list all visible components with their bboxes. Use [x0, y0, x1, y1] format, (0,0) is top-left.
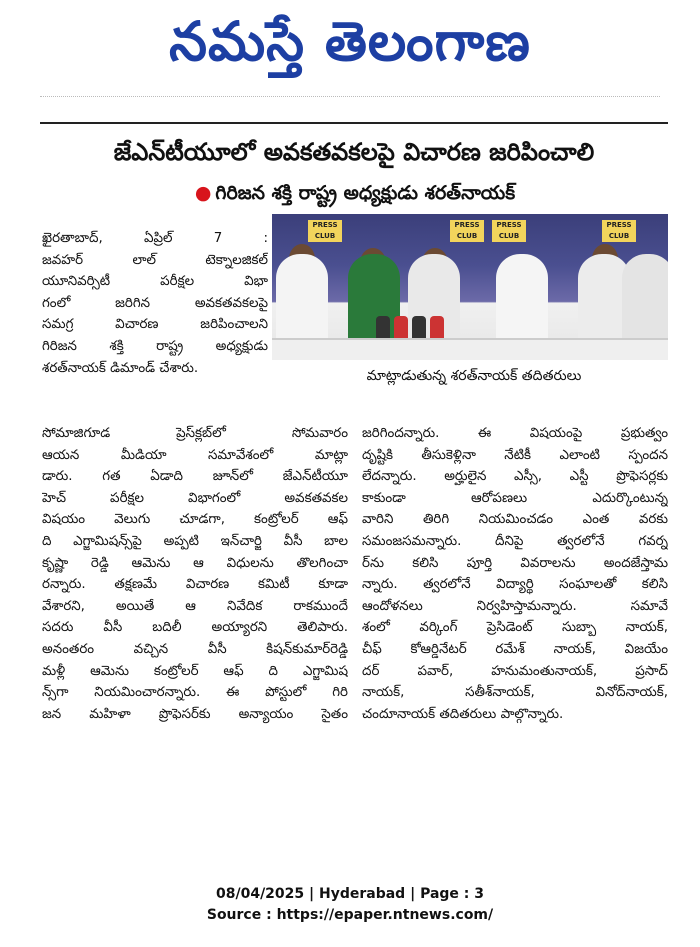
article-line: ర్‌ను కలిసి పూర్తి వివరాలను అందజేస్తామ: [362, 555, 668, 571]
banner-text: PRESS CLUB: [606, 221, 632, 240]
article-line: న్నారు. త్వరలోనే విద్యార్థి సంఘాలతో కలిసి: [362, 577, 668, 593]
article-line: శరత్‌నాయక్ డిమాండ్ చేశారు.: [42, 360, 199, 376]
person: [496, 254, 548, 350]
press-meet-photo: [272, 214, 668, 360]
article-line: ఆందోళనలు నిర్వహిస్తామన్నారు. సమావే: [362, 598, 668, 614]
article-line: డారు. గత ఏడాది జూన్‌లో జేఎన్‌టీయూ: [42, 469, 348, 485]
article-intro: [42, 228, 268, 379]
footer-source: Source : https://epaper.ntnews.com/: [206, 907, 494, 923]
article-line: ఆయన మీడియా సమావేశంలో మాట్లా: [42, 447, 348, 463]
article-line: గిరిజన శక్తి రాష్ట్ర అధ్యక్షుడు: [42, 338, 268, 354]
article-line: దృష్టికి తీసుకెళ్లినా నేటికీ ఎలాంటి స్పందన: [362, 447, 668, 463]
press-club-banner: [308, 220, 342, 242]
article-line: యూనివర్సిటీ పరీక్షల విభా: [42, 274, 268, 290]
article-line: వేశారని, అయితే ఆ నివేదిక రాకముందే: [42, 598, 348, 614]
article-line: నాయక్, సతీశ్‌నాయక్, వినోద్‌నాయక్,: [362, 685, 668, 701]
article-line: సమంజసమన్నారు. దీనిపై త్వరలోనే గవర్న: [362, 533, 668, 549]
article-line: జరిగిందన్నారు. ఈ విషయంపై ప్రభుత్వం: [362, 426, 668, 441]
article-line: న్స్‌గా నియమించారన్నారు. ఈ పోస్టులో గిరి: [42, 685, 348, 701]
press-table: [272, 338, 668, 360]
article-line: హెచ్ పరీక్షల విభాగంలో అవకతవకల: [42, 490, 348, 506]
press-club-banner: [492, 220, 526, 242]
article-line: విషయం వెలుగు చూడగా, కంట్రోలర్ ఆఫ్: [42, 512, 348, 528]
article-column-left: [42, 423, 348, 725]
subheadline-text: గిరిజన శక్తి రాష్ట్ర అధ్యక్షుడు శరత్‌నాయక్: [215, 182, 516, 204]
article-line: సోమాజిగూడ ప్రెస్‌క్లబ్‌లో సోమవారం: [42, 426, 348, 441]
masthead-divider: [40, 96, 660, 102]
article-line: రన్నారు. తక్షణమే విచారణ కమిటీ కూడా: [42, 577, 348, 593]
article-line: జన మహిళా ప్రొఫెసర్‌కు అన్యాయం సైతం: [42, 706, 348, 722]
article-line: సమగ్ర విచారణ జరిపించాలని: [42, 317, 268, 333]
photo-caption: మాట్లాడుతున్న శరత్‌నాయక్ తదితరులు: [366, 368, 582, 384]
article-line: వారిని తిరిగి నియమించడం ఎంత వరకు: [362, 512, 668, 528]
banner-text: PRESS CLUB: [312, 221, 338, 240]
bullet-icon: ●: [194, 182, 212, 204]
person: [622, 254, 668, 350]
article-line: కాకుండా ఆరోపణలు ఎదుర్కొంటున్న: [362, 490, 668, 506]
headline-rule: [40, 122, 668, 124]
banner-text: PRESS CLUB: [496, 221, 522, 240]
person: [276, 254, 328, 350]
article-line: చీఫ్ కోఆర్డినేటర్ రమేశ్ నాయక్, విజయేం: [362, 641, 668, 657]
article-headline: జేఎన్‌టీయూలో అవకతవకలపై విచారణ జరిపించాలి: [113, 138, 595, 166]
article-line: ది ఎగ్జామిషన్స్‌పై అప్పటి ఇన్‌చార్జి వీసీ బాల: [42, 533, 348, 549]
article-column-right: [362, 423, 668, 725]
article-line: జవహర్ లాల్ టెక్నాలజికల్: [42, 252, 268, 268]
person: [348, 254, 400, 350]
footer-date-edition: 08/04/2025 | Hyderabad | Page : 3: [215, 886, 485, 902]
article-line: గంలో జరిగిన అవకతవకలపై: [42, 295, 268, 311]
article-line: సదరు వీసీ బదిలీ అయ్యారని తెలిపారు.: [42, 620, 348, 636]
article-line: లేదన్నారు. అర్హులైన ఎస్సీ, ఎస్టీ ప్రొఫెసర్లకు: [362, 469, 668, 485]
article-line: అనంతరం వచ్చిన వీసీ కిషన్‌కుమార్‌రెడ్డి: [42, 641, 348, 657]
press-club-banner: [602, 220, 636, 242]
article-line: దర్ పవార్, హనుమంతునాయక్, ప్రసాద్: [362, 663, 668, 679]
article-line: ఖైరతాబాద్, ఏప్రిల్ 7 :: [42, 231, 268, 246]
article-line: శంలో వర్కింగ్ ప్రెసిడెంట్ సుబ్బా నాయక్,: [362, 620, 668, 636]
banner-text: PRESS CLUB: [454, 221, 480, 240]
article-subheadline: [120, 176, 590, 210]
masthead-title: నమస్తే తెలంగాణ: [169, 10, 531, 73]
press-club-banner: [450, 220, 484, 242]
article-line: చందూనాయక్ తదితరులు పాల్గొన్నారు.: [362, 706, 564, 722]
article-line: మళ్లీ ఆమెను కంట్రోలర్ ఆఫ్ ది ఎగ్జామిష: [42, 663, 348, 679]
article-line: కృష్ణా రెడ్డి ఆమెను ఆ విధులను తొలగించా: [42, 555, 348, 571]
